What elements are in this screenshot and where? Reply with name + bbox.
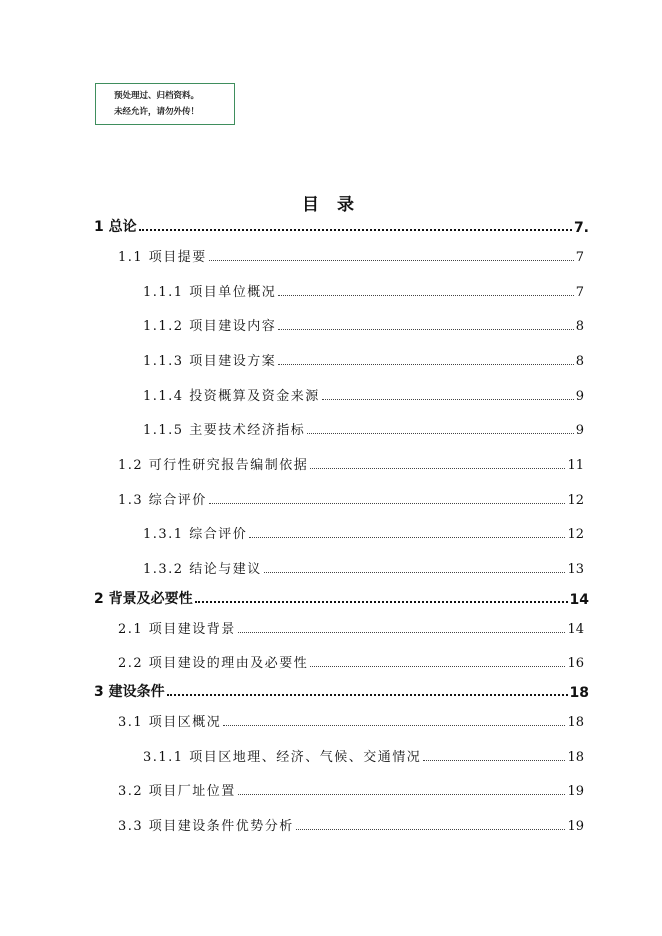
toc-entry-2-1[interactable] bbox=[118, 617, 584, 637]
toc-leader bbox=[223, 725, 565, 726]
toc-leader bbox=[278, 364, 574, 365]
toc-entry-page: 18 bbox=[567, 715, 584, 730]
toc-entry-3-3[interactable] bbox=[118, 814, 584, 834]
toc-entry-page: 19 bbox=[567, 819, 584, 834]
toc-entry-1-1-5[interactable] bbox=[143, 418, 584, 438]
toc-leader bbox=[195, 601, 568, 603]
toc-entry-1-3-2[interactable] bbox=[143, 557, 584, 577]
toc-leader bbox=[209, 260, 574, 261]
toc-entry-page: 13 bbox=[567, 562, 584, 577]
toc-entry-label: 1.1 项目提要 bbox=[118, 250, 207, 265]
toc-entry-2-2[interactable] bbox=[118, 651, 584, 671]
toc-entry-label: 1.1.3 项目建设方案 bbox=[143, 354, 277, 369]
toc-entry-1[interactable] bbox=[94, 216, 589, 236]
toc-entry-1-1-4[interactable] bbox=[143, 384, 584, 404]
toc-entry-page: 7. bbox=[573, 220, 589, 236]
toc-leader bbox=[278, 295, 574, 296]
toc-entry-page: 14 bbox=[567, 622, 584, 637]
toc-entry-label: 1.3.2 结论与建议 bbox=[143, 562, 262, 577]
toc-entry-label: 3.1.1 项目区地理、经济、气候、交通情况 bbox=[143, 750, 422, 765]
toc-entry-label: 1.1.2 项目建设内容 bbox=[143, 319, 277, 334]
toc-entry-label: 1 总论 bbox=[94, 219, 137, 235]
toc-entry-3-2[interactable] bbox=[118, 779, 584, 799]
toc-leader bbox=[310, 468, 565, 469]
toc-entry-label: 2.1 项目建设背景 bbox=[118, 622, 236, 637]
toc-entry-page: 8 bbox=[575, 354, 584, 369]
toc-entry-label: 3.3 项目建设条件优势分析 bbox=[118, 819, 294, 834]
toc-leader bbox=[209, 503, 566, 504]
toc-entry-page: 14 bbox=[569, 592, 589, 608]
toc-entry-page: 19 bbox=[567, 784, 584, 799]
toc-entry-page: 7 bbox=[575, 250, 584, 265]
toc-leader bbox=[296, 829, 566, 830]
toc-entry-1-3-1[interactable] bbox=[143, 522, 584, 542]
toc-entry-label: 2.2 项目建设的理由及必要性 bbox=[118, 656, 309, 671]
toc-entry-1-2[interactable] bbox=[118, 453, 584, 473]
toc-leader bbox=[167, 694, 568, 696]
toc-entry-label: 1.3.1 综合评价 bbox=[143, 527, 248, 542]
stamp-line-2: 未经允许，请勿外传！ bbox=[114, 107, 200, 117]
toc-entry-label: 3.2 项目厂址位置 bbox=[118, 784, 236, 799]
toc-leader bbox=[139, 229, 572, 231]
toc-entry-label: 1.2 可行性研究报告编制依据 bbox=[118, 458, 309, 473]
toc-entry-2[interactable] bbox=[94, 588, 589, 608]
toc-leader bbox=[307, 433, 574, 434]
toc-leader bbox=[249, 537, 565, 538]
toc-entry-label: 2 背景及必要性 bbox=[94, 591, 193, 607]
toc-entry-page: 11 bbox=[567, 458, 584, 473]
toc-leader bbox=[264, 572, 566, 573]
toc-entry-label: 3.1 项目区概况 bbox=[118, 715, 222, 730]
toc-entry-3-1[interactable] bbox=[118, 710, 584, 730]
toc-leader bbox=[423, 760, 565, 761]
toc-entry-label: 1.3 综合评价 bbox=[118, 493, 207, 508]
toc-entry-page: 9 bbox=[575, 423, 584, 438]
toc-entry-label: 1.1.5 主要技术经济指标 bbox=[143, 423, 306, 438]
toc-entry-label: 1.1.4 投资概算及资金来源 bbox=[143, 389, 320, 404]
toc-leader bbox=[278, 329, 574, 330]
toc-entry-page: 12 bbox=[567, 493, 584, 508]
toc-entry-page: 18 bbox=[567, 750, 584, 765]
toc-entry-3-1-1[interactable] bbox=[143, 745, 584, 765]
toc-entry-label: 1.1.1 项目单位概况 bbox=[143, 285, 277, 300]
toc-entry-1-1-2[interactable] bbox=[143, 314, 584, 334]
stamp-line-1: 预处理过、归档资料。 bbox=[114, 91, 200, 101]
toc-entry-page: 18 bbox=[569, 685, 589, 701]
toc-entry-1-1-1[interactable] bbox=[143, 280, 584, 300]
toc-leader bbox=[322, 399, 574, 400]
toc-entry-1-1-3[interactable] bbox=[143, 349, 584, 369]
toc-entry-1-1[interactable] bbox=[118, 245, 584, 265]
toc-leader bbox=[238, 632, 566, 633]
toc-entry-page: 9 bbox=[575, 389, 584, 404]
toc-leader bbox=[238, 794, 566, 795]
toc-entry-1-3[interactable] bbox=[118, 488, 584, 508]
toc-entry-page: 7 bbox=[575, 285, 584, 300]
toc-entry-page: 8 bbox=[575, 319, 584, 334]
toc-entry-page: 12 bbox=[567, 527, 584, 542]
toc-title: 目 录 bbox=[302, 195, 360, 215]
toc-entry-page: 16 bbox=[567, 656, 584, 671]
archive-stamp bbox=[95, 83, 235, 125]
toc-entry-3[interactable] bbox=[94, 681, 589, 701]
toc-leader bbox=[310, 666, 565, 667]
toc-entry-label: 3 建设条件 bbox=[94, 684, 165, 700]
